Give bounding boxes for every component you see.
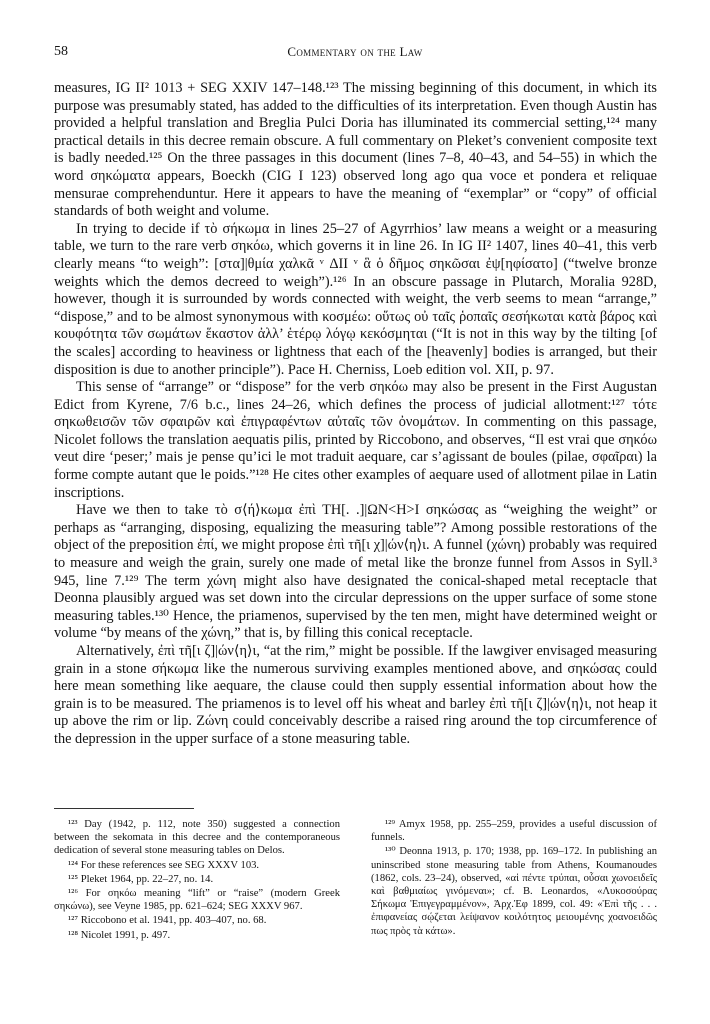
- body-paragraph: Alternatively, ἐπὶ τῆ[ι ζ]|ών⟨η⟩ι, “at the rim,” might be possible. If the lawgiver envisaged measuring grain in a stone σήκωμα like the numerous surviving examples mentioned above, and σηκώσας could here mean something like aequare, the clause could then supply essential information about how the grain is to be measured. The priamenos is to level off his wheat and barley ἐπὶ τῆ[ι ζ]|ών⟨η⟩ι, not heap it up above the rim or lip. Ζώνη could conceivably describe a raised ring around the top circumference of the depression in the upper surface of a stone measuring table.: [54, 643, 657, 747]
- footnote: ¹³⁰ Deonna 1913, p. 170; 1938, pp. 169–172. In publishing an uninscribed stone measuring table from Athens, Koumanoudes (1862, cols. 23–24), observed, «αἱ πέντε τρύπαι, οὖσαι χωνοειδεῖς καὶ βαθμιαίως γινόμεναι»; cf. B. Leonardos, «Λυκοσούρας Σήκωμα Ἐπιγεγραμμένον», Ἀρχ.Ἐφ 1899, col. 49: «Ἐπὶ τῆς . . . ἐπιφανείας σῴζεται λείψανον κοιλότητος μειουμένης χοανοειδῶς πως πρὸς τὰ κάτω».: [371, 846, 657, 937]
- footnote: ¹²³ Day (1942, p. 112, note 350) suggested a connection between the sekomata in this decree and the contemporaneous dedication of several stone measuring tables on Delos.: [54, 819, 340, 857]
- running-title: Commentary on the Law: [287, 44, 423, 59]
- main-text: [54, 80, 657, 749]
- footnote: ¹²⁸ Nicolet 1991, p. 497.: [68, 929, 171, 941]
- page-number: 58: [54, 44, 68, 59]
- footnote-divider: [54, 808, 194, 809]
- body-paragraph: measures, IG II² 1013 + SEG XXIV 147–148.¹²³ The missing beginning of this document, in which its purpose was presumably stated, has added to the difficulties of its interpretation. Even though Austin has provided a helpful translation and Breglia Pulci Doria has illuminated its commercial setting,¹²⁴ many practical details in this decree remain obscure. A full commentary on Pleket’s convenient composite text is badly needed.¹²⁵ On the three passages in this document (lines 7–8, 40–43, and 54–55) in which the word σηκώματα appears, Boeckh (CIG I 123) observed long ago qua voce et pondera et reliquae mensurae comprehenduntur. Here it appears to have the meaning of “exemplar” or “copy” of official standards of both weight and volume.: [54, 80, 657, 220]
- footnote: ¹²⁶ For σηκόω meaning “lift” or “raise” (modern Greek σηκώνω), see Veyne 1985, pp. 621–624; SEG XXXV 967.: [54, 888, 340, 913]
- page-header: [54, 44, 656, 64]
- footnotes-left-column: [54, 818, 340, 943]
- body-paragraph: Have we then to take τὸ σ⟨ή⟩κωμα ἐπὶ ΤΗ[. .]|ΩΝ<Η>Ι σηκώσας as “weighing the weight” or perhaps as “arranging, disposing, equalizing the measuring table”? Among possible restorations of the object of the preposition ἐπί, we might propose ἐπὶ τῆ[ι χ]|ών⟨η⟩ι. A funnel (χώνη) probably was required to measure and weigh the grain, surely one made of metal like the bronze funnel from Assos in Syll.³ 945, line 7.¹²⁹ The term χώνη might also have designated the conical-shaped metal receptacle that Deonna plausibly argued was set down into the circular depressions on the upper surface of some stone measuring tables.¹³⁰ Hence, the priamenos, supervised by the ten men, might have determined weight or volume “by means of the χώνη,” that is, by filling this conical receptacle.: [54, 502, 657, 642]
- footnote: ¹²⁴ For these references see SEG XXXV 103.: [68, 859, 260, 871]
- body-paragraph: This sense of “arrange” or “dispose” for the verb σηκόω may also be present in the First Augustan Edict from Kyrene, 7/6 b.c., lines 24–26, which defines the process of judicial allotment:¹²⁷ τότε σηκωθεισῶν τῶν σφαιρῶν καὶ ἐπιγραφέντων αὐταῖς τῶν ὀνομάτων. In commenting on this passage, Nicolet follows the translation aequatis pilis, printed by Riccobono, and observes, “Il est vrai que σηκόω veut dire ‘peser;’ mais je pense qu’ici le mot traduit aequare, car s’agissant de boules (pilae, σφαῖραι) la forme compte autant que le poids.”¹²⁸ He cites other examples of aequare used of allotment pilae in Latin inscriptions.: [54, 379, 657, 501]
- body-paragraph: In trying to decide if τὸ σήκωμα in lines 25–27 of Agyrrhios’ law means a weight or a measuring table, we turn to the rare verb σηκόω, which governs it in line 26. In IG II² 1407, lines 40–41, this verb clearly means “to weigh”: [στα]|θμία χαλκᾶ ᵛ ΔΙΙ ᵛ ἃ ὁ δῆμος σηκῶσαι ἐψ[ηφίσατο] (“twelve bronze weights which the demos decreed to weigh”).¹²⁶ In an obscure passage in Plutarch, Moralia 928D, however, though it is surrounded by words connected with weight, the verb seems to mean “arrange,” “dispose,” and to be almost synonymous with κοσμέω: οὕτως οὐ ταῖς ῥοπαῖς σεσήκωται κατὰ βάρος καὶ κουφότητα τῶν σωμάτων ἕκαστον ἀλλ’ ἑτέρῳ λόγῳ κεκόσμηται (“It is not in this way by the tilting [of the scales] according to heaviness or lightness that each of the [heavenly] bodies is arranged, but their disposition is due to another principle”). Pace H. Cherniss, Loeb edition vol. XII, p. 97.: [54, 220, 657, 378]
- footnote: ¹²⁹ Amyx 1958, pp. 255–259, provides a useful discussion of funnels.: [371, 819, 657, 844]
- footnote: ¹²⁵ Pleket 1964, pp. 22–27, no. 14.: [68, 873, 214, 885]
- footnote: ¹²⁷ Riccobono et al. 1941, pp. 403–407, no. 68.: [68, 915, 267, 927]
- footnotes-right-column: [371, 818, 657, 939]
